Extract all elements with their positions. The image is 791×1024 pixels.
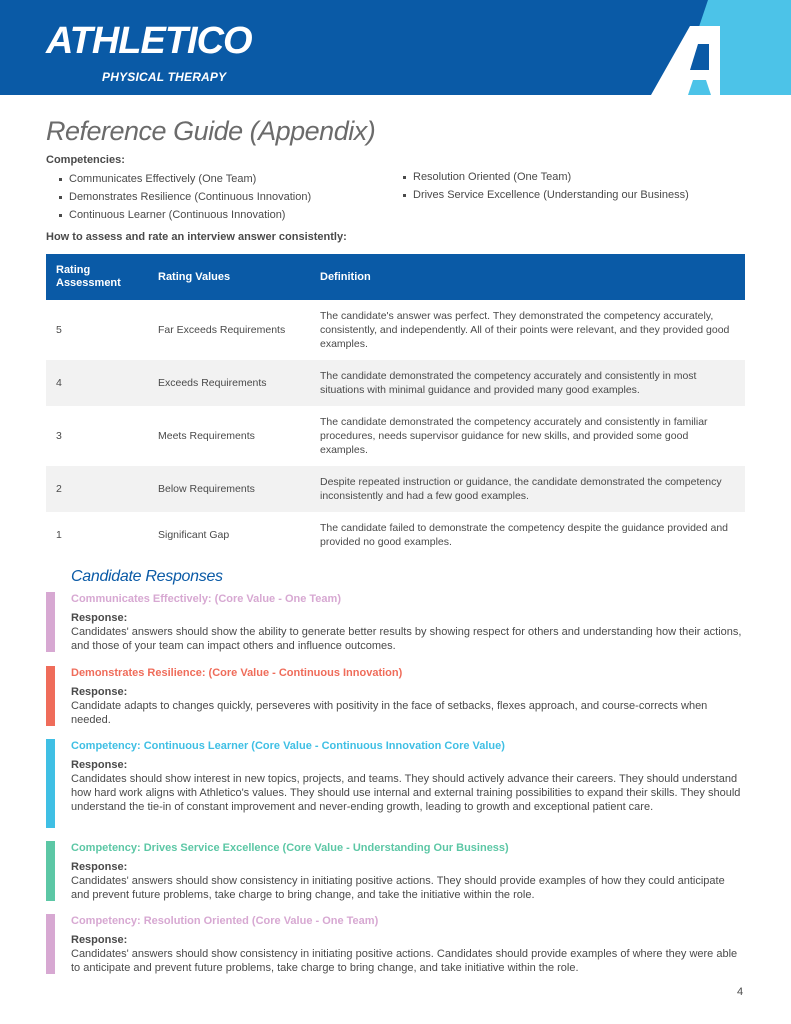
list-item: Resolution Oriented (One Team) xyxy=(401,168,689,186)
response-heading: Demonstrates Resilience: (Core Value - Continuous Innovation) xyxy=(71,667,403,679)
response-drives-service-excellence xyxy=(46,841,746,901)
response-demonstrates-resilience xyxy=(46,666,746,726)
page-title: Reference Guide (Appendix) xyxy=(46,116,376,146)
logo-tagline: PHYSICAL THERAPY xyxy=(102,70,227,84)
response-continuous-learner xyxy=(46,739,746,828)
header-banner xyxy=(0,0,791,95)
cell-value: Exceeds Requirements xyxy=(148,360,310,406)
color-bar xyxy=(46,739,55,828)
assess-label: How to assess and rate an interview answer consistently: xyxy=(46,231,347,243)
response-text: Candidates' answers should show the ability to generate better results by showing respect for others and understanding how their actions, and those of your team can impact others and influence outcomes. xyxy=(71,626,742,652)
response-text: Candidate adapts to changes quickly, perseveres with positivity in the face of setbacks, flexes approach, and course-corrects when needed. xyxy=(71,700,708,726)
cell-definition: The candidate's answer was perfect. They demonstrated the competency accurately, consistently, and independently. All of their points were relevant, and they provided good examples. xyxy=(320,310,730,350)
response-label: Response: xyxy=(71,861,128,873)
list-item: Continuous Learner (Continuous Innovation) xyxy=(57,206,311,224)
cell-value: Meets Requirements xyxy=(158,430,255,442)
cell-rating: 3 xyxy=(56,430,62,442)
response-heading: Communicates Effectively: (Core Value - One Team) xyxy=(71,593,341,605)
cell-definition: The candidate failed to demonstrate the competency despite the guidance provided and provided no good examples. xyxy=(320,522,729,548)
color-bar xyxy=(46,666,55,726)
table-header-row xyxy=(46,254,745,300)
header-rating-values: Rating Values xyxy=(148,254,310,300)
response-label: Response: xyxy=(71,759,128,771)
table-row xyxy=(46,406,745,466)
competencies-list-right xyxy=(401,168,689,204)
competencies-label: Competencies: xyxy=(46,154,125,166)
cell-definition: The candidate demonstrated the competency accurately and consistently in most situations with minimal guidance and provided many good examples. xyxy=(310,360,745,406)
response-label: Response: xyxy=(71,612,128,624)
list-item: Drives Service Excellence (Understanding our Business) xyxy=(401,186,689,204)
table-row xyxy=(46,512,745,558)
page-number: 4 xyxy=(737,986,744,998)
color-bar xyxy=(46,841,55,901)
response-label: Response: xyxy=(71,686,128,698)
response-heading: Competency: Resolution Oriented (Core Value - One Team) xyxy=(71,915,379,927)
cell-value: Far Exceeds Requirements xyxy=(158,324,286,336)
cell-rating: 4 xyxy=(46,360,148,406)
cell-rating: 5 xyxy=(56,324,62,336)
cell-definition: Despite repeated instruction or guidance, the candidate demonstrated the competency inconsistently and had a few good examples. xyxy=(310,466,745,512)
header-rating-assessment: Rating Assessment xyxy=(46,254,148,300)
list-item: Communicates Effectively (One Team) xyxy=(57,170,311,188)
cell-rating: 2 xyxy=(46,466,148,512)
response-text: Candidates should show interest in new topics, projects, and teams. They should actively advance their careers. They should understand how hard work aligns with Athletico's values. They should use internal and external training possibilities to expand their skills. They should understand the tie-in of constant improvement and never-ending growth, leading to growth and exceptional patient care. xyxy=(71,773,741,813)
table-row xyxy=(46,300,745,360)
logo-wordmark: ATHLETICO xyxy=(46,20,252,62)
response-heading: Competency: Drives Service Excellence (Core Value - Understanding Our Business) xyxy=(71,842,509,854)
list-item: Demonstrates Resilience (Continuous Innovation) xyxy=(57,188,311,206)
cell-rating: 1 xyxy=(56,529,62,541)
response-label: Response: xyxy=(71,934,128,946)
response-text: Candidates' answers should show consistency in initiating positive actions. They should provide examples of how they could anticipate and prevent future problems, take charge to bring change, and take the initiative within the role. xyxy=(71,875,725,901)
cell-value: Below Requirements xyxy=(148,466,310,512)
table-row xyxy=(46,466,745,512)
rating-table xyxy=(46,254,745,558)
cell-value: Significant Gap xyxy=(158,529,230,541)
color-bar xyxy=(46,592,55,652)
table-row xyxy=(46,360,745,406)
header-definition: Definition xyxy=(310,254,745,300)
competencies-list-left xyxy=(57,170,311,224)
candidate-responses-title: Candidate Responses xyxy=(71,568,223,585)
color-bar xyxy=(46,914,55,974)
cell-definition: The candidate demonstrated the competency accurately and consistently in familiar procedures, needs supervisor guidance for new skills, and provided some good examples. xyxy=(320,416,708,456)
response-resolution-oriented xyxy=(46,914,746,974)
response-communicates-effectively xyxy=(46,592,746,652)
response-heading: Competency: Continuous Learner (Core Value - Continuous Innovation Core Value) xyxy=(71,740,505,752)
response-text: Candidates' answers should show consistency in initiating positive actions. Candidates should provide examples of where they were able to anticipate and prevent future problems, take charge to bring change, and take initiative within the role. xyxy=(71,948,738,974)
